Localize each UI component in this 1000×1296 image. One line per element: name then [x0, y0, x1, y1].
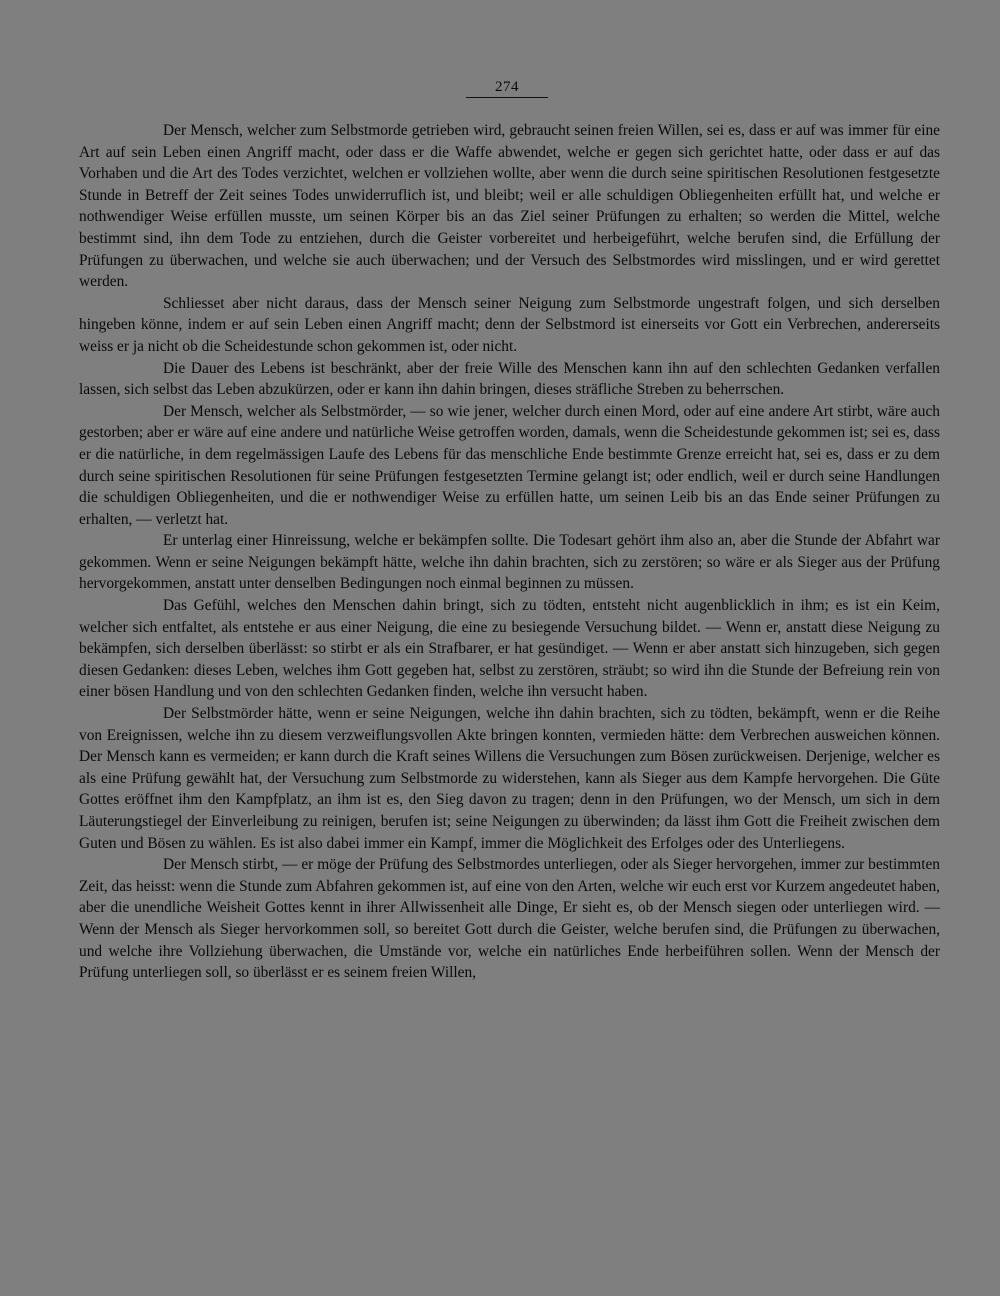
body-text	[79, 120, 940, 984]
page-number: 274	[466, 78, 548, 98]
paragraph-6: Das Gefühl, welches den Menschen dahin bringt, sich zu tödten, entsteht nicht augenblicklich in ihm; es ist ein Keim, welcher sich entfaltet, als entstehe er aus einer Neigung, die eine zu besiegende Versuchung bildet. — Wenn er, anstatt diese Neigung zu bekämpfen, sich derselben überlässt: so stirbt er als ein Strafbarer, er hat gesündiget. — Wenn er aber anstatt sich hinzugeben, sich gegen diesen Gedanken: dieses Leben, welches ihm Gott gegeben hat, selbst zu zerstören, sträubt; so wird ihn die Stunde der Befreiung rein von einer bösen Handlung und von den schlechten Gedanken finden, welche ihn versucht haben.	[79, 597, 940, 701]
paragraph-3: Die Dauer des Lebens ist beschränkt, aber der freie Wille des Menschen kann ihn auf den schlechten Gedanken verfallen lassen, sich selbst das Leben abzukürzen, oder er kann ihn dahin bringen, dieses sträfliche Streben zu beherrschen.	[79, 359, 940, 399]
paragraph-8: Der Mensch stirbt, — er möge der Prüfung des Selbstmordes unterliegen, oder als Sieger hervorgehen, immer zur bestimmten Zeit, das heisst: wenn die Stunde zum Abfahren gekommen ist, auf eine von den Arten, welche wir euch erst vor Kurzem angedeutet haben, aber die unendliche Weisheit Gottes kennt in ihrer Allwissenheit alle Dinge, Er sieht es, ob der Mensch siegen oder unterliegen wird. — Wenn der Mensch als Sieger hervorkommen soll, so bereitet Gott durch die Geister, welche berufen sind, die Prüfungen zu überwachen, und welche ihre Vollziehung überwachen, die Umstände vor, welche ein natürliches Ende herbeiführen sollen. Wenn der Mensch der Prüfung unterliegen soll, so überlässt er es seinem freien Willen,	[79, 856, 940, 982]
paragraph-2: Schliesset aber nicht daraus, dass der Mensch seiner Neigung zum Selbstmorde ungestraft folgen, und sich derselben hingeben könne, indem er auf sein Leben einen Angriff macht; denn der Selbstmord ist einerseits vor Gott ein Verbrechen, andererseits weiss er ja nicht ob die Scheidestunde schon gekommen ist, oder nicht.	[79, 294, 940, 355]
paragraph-4: Der Mensch, welcher als Selbstmörder, — so wie jener, welcher durch einen Mord, oder auf eine andere Art stirbt, wäre auch gestorben; aber er wäre auf eine andere und natürliche Weise getroffen worden, damals, wenn die Scheidestunde gekommen ist; sei es, dass er die natürliche, in dem regelmässigen Laufe des Lebens für das menschliche Ende bestimmte Grenze erreicht hat, sei es, dass er zu dem durch seine spiritischen Resolutionen für seine Prüfungen festgesetzten Termine gelangt ist; oder endlich, weil er durch seine Handlungen die schuldigen Obliegenheiten, und die er nothwendiger Weise zu erfüllen hatte, um seinen Leib bis an das Ende seiner Prüfungen zu erhalten, — verletzt hat.	[79, 402, 940, 528]
paragraph-7: Der Selbstmörder hätte, wenn er seine Neigungen, welche ihn dahin brachten, sich zu tödten, bekämpft, wenn er die Reihe von Ereignissen, welche ihn zu diesem verzweiflungsvollen Akte bringen konnten, vermieden hätte: dem Verbrechen ausweichen können. Der Mensch kann es vermeiden; er kann durch die Kraft seines Willens die Versuchungen zum Bösen zurückweisen. Derjenige, welcher es als eine Prüfung gewählt hat, der Versuchung zum Selbstmorde zu widerstehen, kann als Sieger aus dem Kampfe hervorgehen. Die Güte Gottes eröffnet ihm den Kampfplatz, an ihm ist es, den Sieg davon zu tragen; denn in den Prüfungen, wo der Mensch, um sich in dem Läuterungstiegel der Einverleibung zu reinigen, berufen ist; seine Neigungen zu überwinden; da lässt ihm Gott die Freiheit zwischen dem Guten und Bösen zu wählen. Es ist also dabei immer ein Kampf, immer die Möglichkeit des Erfolges oder des Unterliegens.	[79, 705, 940, 852]
paragraph-1: Der Mensch, welcher zum Selbstmorde getrieben wird, gebraucht seinen freien Willen, sei es, dass er auf was immer für eine Art auf sein Leben einen Angriff macht, oder dass er die Waffe abwendet, welche er gegen sich gerichtet hatte, oder dass er auf das Vorhaben und die Art des Todes verzichtet, welchen er vollziehen wollte, aber wenn die durch seine spiritischen Resolutionen festgesetzte Stunde in Betreff der Zeit seines Todes unwiderruflich ist, und bleibt; weil er alle schuldigen Obliegenheiten erfüllt hat, und welche er nothwendiger Weise erfüllen musste, um seinen Körper bis an das Ziel seiner Prüfungen zu erhalten; so werden die Mittel, welche bestimmt sind, ihn dem Tode zu entziehen, durch die Geister vorbereitet und herbeigeführt, welche berufen sind, die Erfüllung der Prüfungen zu überwachen, und welche sie auch überwachen; und der Versuch des Selbstmordes wird misslingen, und er wird gerettet werden.	[79, 122, 940, 291]
paragraph-5: Er unterlag einer Hinreissung, welche er bekämpfen sollte. Die Todesart gehört ihm also an, aber die Stunde der Abfahrt war gekommen. Wenn er seine Neigungen bekämpft hätte, welche ihn dahin brachten, sich zu zerstören; so wäre er als Sieger aus der Prüfung hervorgekommen, anstatt unter denselben Bedingungen noch einmal beginnen zu müssen.	[79, 532, 940, 593]
